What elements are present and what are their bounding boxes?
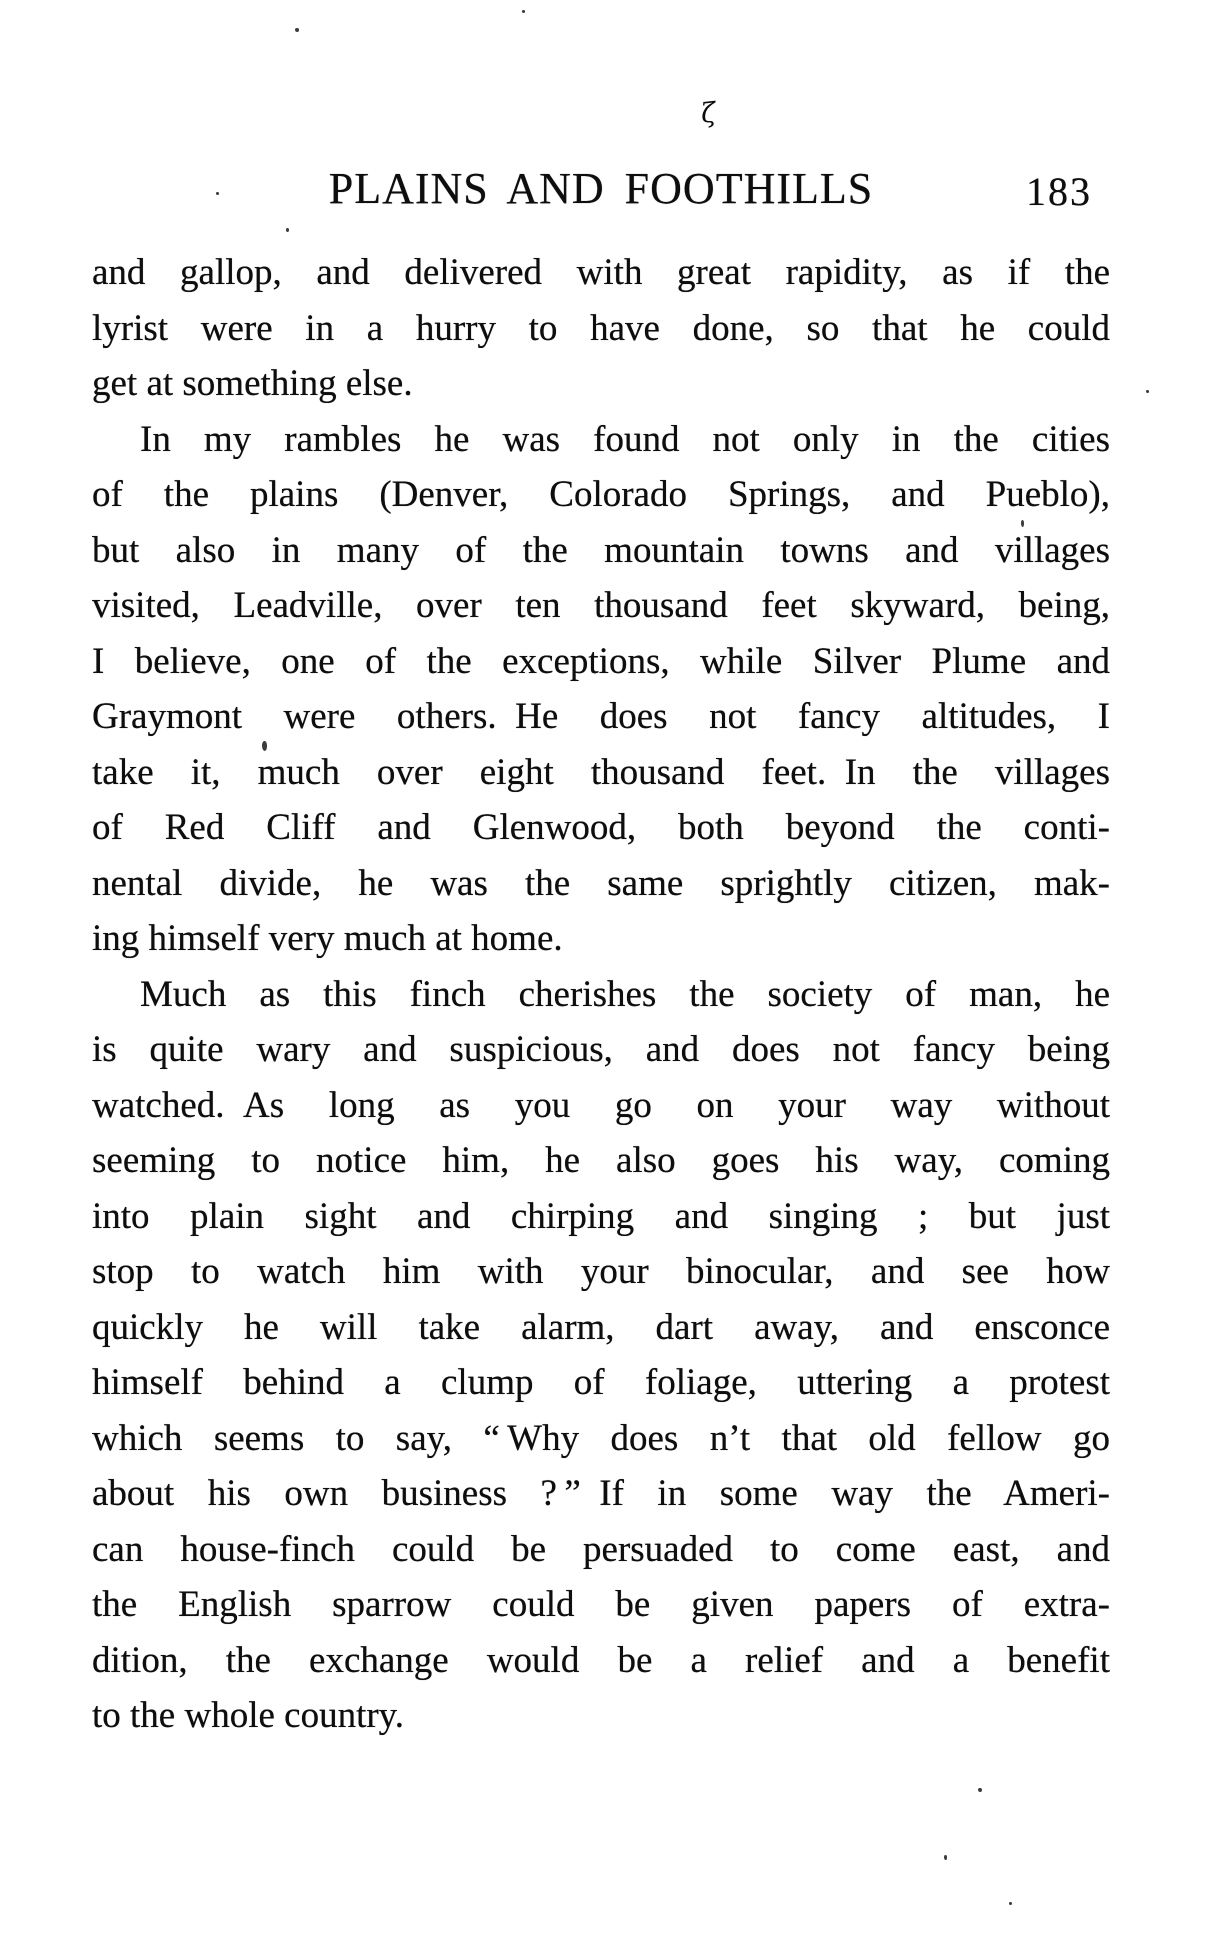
text-line: quickly he will take alarm, dart away, and ensconce — [92, 1306, 1110, 1348]
text-line: can house-finch could be persuaded to come east, and — [92, 1528, 1110, 1570]
scan-speck — [1009, 1902, 1012, 1905]
text-line: I believe, one of the exceptions, while Silver Plume and — [92, 640, 1110, 682]
text-line: the English sparrow could be given papers of extra- — [92, 1584, 1110, 1625]
scan-speck — [1021, 520, 1024, 527]
body-text — [92, 245, 1110, 1744]
text-line: dition, the exchange would be a relief and a benefit — [92, 1639, 1110, 1681]
text-line: himself behind a clump of foliage, uttering a protest — [92, 1362, 1110, 1403]
text-line: but also in many of the mountain towns and villages — [92, 529, 1110, 571]
text-line: of Red Cliff and Glenwood, both beyond the conti- — [92, 807, 1110, 848]
scan-speck — [262, 741, 267, 751]
text-line: nental divide, he was the same sprightly citizen, mak- — [92, 862, 1110, 904]
ink-squiggle-mark: ζ — [699, 97, 718, 130]
text-line: of the plains (Denver, Colorado Springs, and Pueblo), — [92, 474, 1110, 515]
text-line: stop to watch him with your binocular, and see how — [92, 1251, 1110, 1292]
page-number: 183 — [1026, 169, 1092, 214]
text-line: seeming to notice him, he also goes his way, coming — [92, 1140, 1110, 1181]
text-line: watched. As long as you go on your way without — [92, 1084, 1110, 1126]
scan-speck — [522, 10, 525, 13]
scan-speck — [944, 1855, 947, 1860]
page-title: PLAINS AND FOOTHILLS — [328, 164, 874, 213]
text-line: Graymont were others. He does not fancy altitudes, I — [92, 696, 1110, 737]
text-line: take it, much over eight thousand feet. In the villages — [92, 751, 1110, 793]
scan-speck — [286, 228, 289, 232]
scan-speck — [978, 1788, 982, 1792]
text-line: In my rambles he was found not only in the cities — [140, 418, 1110, 460]
text-line: lyrist were in a hurry to have done, so that he could — [92, 307, 1110, 349]
text-line: and gallop, and delivered with great rapidity, as if the — [92, 252, 1110, 293]
text-line: visited, Leadville, over ten thousand feet skyward, being, — [92, 585, 1110, 626]
scan-speck — [295, 28, 299, 32]
text-line: to the whole country. — [92, 1695, 405, 1736]
running-header — [92, 164, 1110, 215]
text-line: about his own business ? ” If in some way the Ameri- — [92, 1473, 1110, 1514]
scan-speck — [1146, 390, 1149, 393]
text-line: Much as this finch cherishes the society of man, he — [140, 973, 1110, 1015]
text-line: into plain sight and chirping and singing ; but just — [92, 1195, 1110, 1237]
text-line: ing himself very much at home. — [92, 918, 563, 959]
text-line: which seems to say, “ Why does n’t that old fellow go — [92, 1417, 1110, 1459]
scan-speck — [216, 192, 219, 195]
text-line: is quite wary and suspicious, and does not fancy being — [92, 1029, 1110, 1070]
text-line: get at something else. — [92, 363, 413, 404]
